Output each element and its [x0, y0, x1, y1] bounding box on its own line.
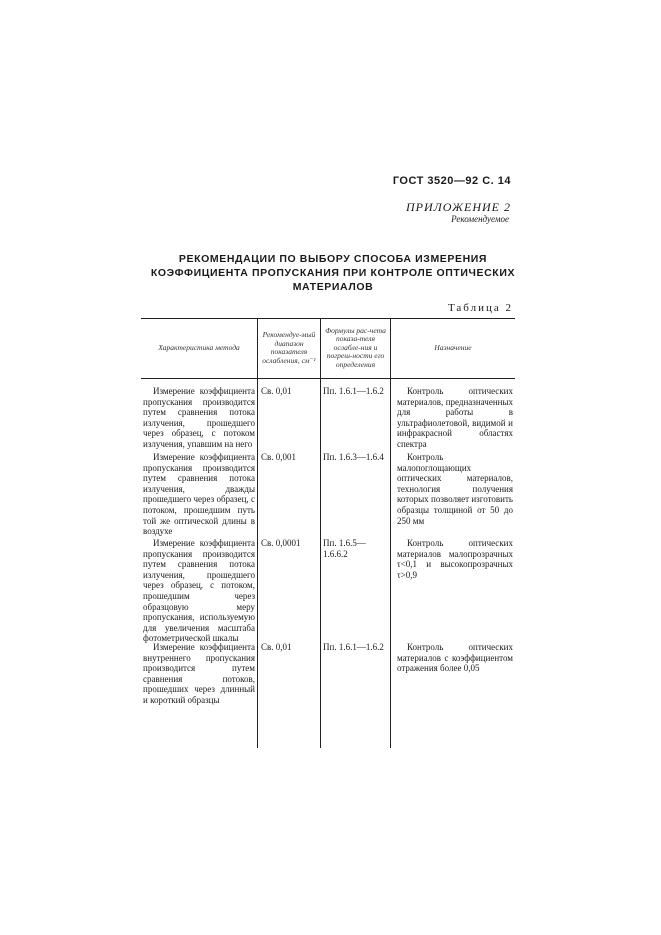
row-4-range: Св. 0,01 [261, 642, 292, 652]
row-4-formulas: Пп. 1.6.1—1.6.2 [323, 642, 384, 652]
row-2-range: Св. 0,001 [261, 452, 297, 462]
row-3-range: Св. 0,0001 [261, 538, 301, 548]
column-divider [320, 318, 321, 748]
page-header: ГОСТ 3520—92 С. 14 [392, 175, 511, 187]
row-4-method: Измерение коэффициента внутреннего пропускания производится путем сравнения потоков, прошедших через длинный и короткий образцы [143, 642, 255, 705]
table-label: Таблица 2 [447, 302, 513, 314]
header-formulas: Формулы рас-чета показа-теля ослабле-ния и погреш-ности его определения [325, 325, 386, 369]
header-purpose: Назначение [434, 342, 472, 352]
recommendations-table [141, 318, 515, 748]
row-4-purpose: Контроль оптических материалов с коэффициентом отражения более 0,05 [397, 642, 513, 674]
row-1-method: Измерение коэффициента пропускания производится путем сравнения потока излучения, прошедшего через образец, с потоком излучения, упавшим на него [143, 386, 255, 449]
header-range: Рекомендуе-мый диапазон показателя ослабления, см⁻¹ [262, 330, 316, 365]
row-3-formulas: Пп. 1.6.5—1.6.6.2 [323, 538, 366, 559]
row-3-method: Измерение коэффициента пропускания производится путем сравнения потока излучения, прошедшего через образец, с потоком, прошедшим через образцовую меру пропускания, используемую для увеличения масштаба фотометрической шкалы [143, 538, 255, 644]
header-bottom-rule [141, 378, 515, 379]
column-divider [390, 318, 391, 748]
row-2-method: Измерение коэффициента пропускания производится путем сравнения потока излучения, дважды прошедшего через образец, с потоком, прошедшим путь той же оптической длины в воздухе [143, 452, 255, 537]
row-3-purpose: Контроль оптических материалов малопрозрачных τ<0,1 и высокопрозрачных τ>0,9 [397, 538, 513, 580]
row-2-formulas: Пп. 1.6.3—1.6.4 [323, 452, 384, 462]
appendix-label: ПРИЛОЖЕНИЕ 2 [406, 200, 511, 214]
document-title: РЕКОМЕНДАЦИИ ПО ВЫБОРУ СПОСОБА ИЗМЕРЕНИЯ КОЭФФИЦИЕНТА ПРОПУСКАНИЯ ПРИ КОНТРОЛЕ ОПТИЧЕСКИХ МАТЕРИАЛОВ [150, 253, 516, 293]
row-1-range: Св. 0,01 [261, 386, 292, 396]
row-1-formulas: Пп. 1.6.1—1.6.2 [323, 386, 384, 396]
row-2-purpose: Контроль малопоглощающих оптических материалов, технология получения которых позволяет изготовить образцы толщиной от 50 до 250 мм [397, 452, 513, 526]
appendix-status: Рекомендуемое [451, 214, 509, 224]
column-divider [257, 318, 258, 748]
header-method: Характеристика метода [158, 342, 240, 352]
row-1-purpose: Контроль оптических материалов, предназначенных для работы в ультрафиолетовой, видимой и инфракрасной областях спектра [397, 386, 513, 449]
table-top-rule [141, 318, 515, 319]
